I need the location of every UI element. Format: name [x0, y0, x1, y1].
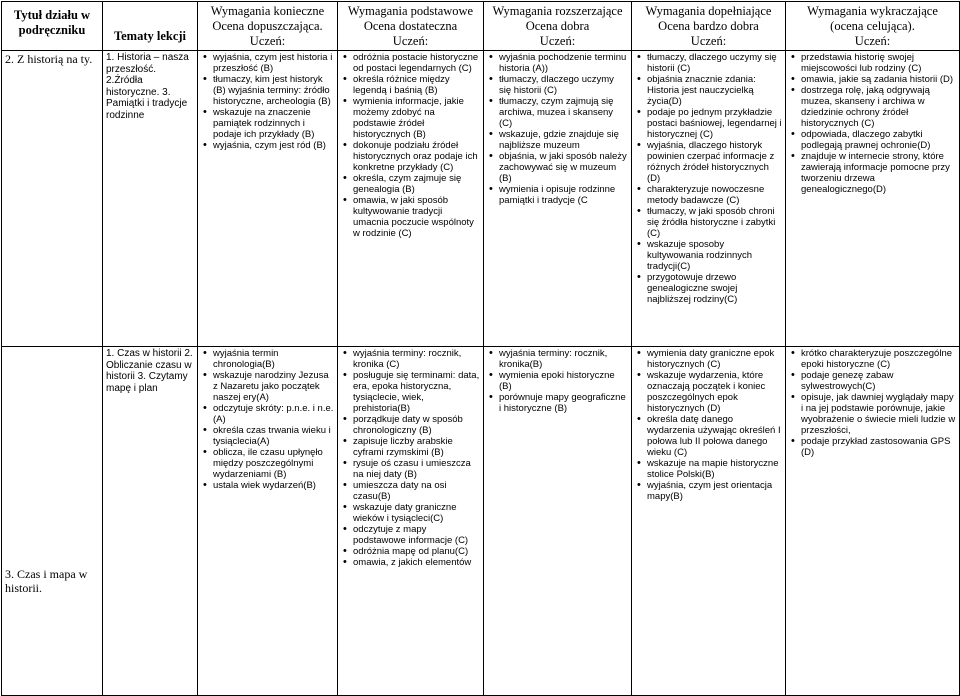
requirement-item: • wymienia i opisuje rodzinne pamiątki i tradycje (C [499, 184, 628, 206]
requirements-konieczne [198, 347, 338, 696]
header-dopelniajace-grade: Ocena bardzo dobra [658, 19, 759, 33]
requirement-item: • podaje genezę zabaw sylwestrowych(C) [801, 370, 956, 392]
requirement-item: • wyjaśnia terminy: rocznik, kronika(B) [499, 348, 628, 370]
requirement-item: • podaje przykład zastosowania GPS (D) [801, 436, 956, 458]
requirement-item: • objaśnia znacznie zdania: Historia jest nauczycielką życia(D) [647, 74, 782, 107]
header-rozszerzajace [484, 2, 632, 51]
header-wykraczajace-student: Uczeń: [854, 34, 891, 48]
requirement-item: • wskazuje sposoby kultywowania rodzinnych tradycji(C) [647, 239, 782, 272]
requirement-item: • określa datę danego wydarzenia używając określeń I połowa lub II połowa danego wieku (C) [647, 414, 782, 458]
header-konieczne [198, 2, 338, 51]
requirement-item: • przygotowuje drzewo genealogiczne swojej najbliższej rodziny(C) [647, 272, 782, 305]
requirements-konieczne [198, 51, 338, 347]
requirement-item: • wskazuje narodziny Jezusa z Nazaretu jako początek naszej ery(A) [213, 370, 334, 403]
requirement-item: • wskazuje na mapie historyczne stolice Polski(B) [647, 458, 782, 480]
requirement-item: • odpowiada, dlaczego zabytki podlegają prawnej ochronie(D) [801, 129, 956, 151]
header-wykraczajace-grade: (ocena celująca). [830, 19, 915, 33]
requirements-dopelniajace [632, 51, 786, 347]
requirement-item: • charakteryzuje nowoczesne metody badawcze (C) [647, 184, 782, 206]
table-row [2, 51, 960, 347]
requirement-item: • określa, czym zajmuje się genealogia (B) [353, 173, 480, 195]
requirement-item: • zapisuje liczby arabskie cyframi rzymskimi (B) [353, 436, 480, 458]
header-podstawowe-title: Wymagania podstawowe [347, 4, 474, 18]
requirement-item: • objaśnia, w jaki sposób należy zachowywać się w muzeum (B) [499, 151, 628, 184]
header-rozszerzajace-title: Wymagania rozszerzające [492, 4, 623, 18]
lesson-topics: 1. Historia – nasza przeszłość. 2.Źródła historyczne. 3. Pamiątki i tradycje rodzinne [103, 51, 198, 347]
header-dopelniajace-student: Uczeń: [690, 34, 727, 48]
requirement-item: • określa czas trwania wieku i tysiąclecia(A) [213, 425, 334, 447]
requirements-rozszerzajace [484, 51, 632, 347]
requirement-list [635, 52, 782, 305]
table-row [2, 347, 960, 696]
requirement-item: • wyjaśnia pochodzenie terminu historia (A)) [499, 52, 628, 74]
requirement-list [487, 52, 628, 206]
requirement-item: • omawia, w jaki sposób kultywowanie tradycji umacnia poczucie wspólnoty w rodzinie (C) [353, 195, 480, 239]
header-wykraczajace-title: Wymagania wykraczające [807, 4, 938, 18]
requirements-podstawowe [338, 51, 484, 347]
requirement-list [789, 52, 956, 195]
requirement-list [201, 348, 334, 491]
requirement-list [487, 348, 628, 414]
requirements-table [1, 1, 960, 696]
requirement-item: • wymienia epoki historyczne (B) [499, 370, 628, 392]
requirement-item: • tłumaczy, dlaczego uczymy się historii (C) [499, 74, 628, 96]
requirement-item: • posługuje się terminami: data, era, epoka historyczna, tysiąclecie, wiek, prehistoria(B) [353, 370, 480, 414]
requirement-item: • dostrzega rolę, jaką odgrywają muzea, skanseny i archiwa w dziedzinie ochrony źródeł historycznych (C) [801, 85, 956, 129]
section-title: 3. Czas i mapa w historii. [2, 347, 103, 696]
requirement-item: • ustala wiek wydarzeń(B) [213, 480, 334, 491]
requirement-list [201, 52, 334, 151]
requirement-item: • odczytuje z mapy podstawowe informacje (C) [353, 524, 480, 546]
header-row [2, 2, 960, 51]
requirements-rozszerzajace [484, 347, 632, 696]
requirement-list [789, 348, 956, 458]
requirement-item: • podaje po jednym przykładzie postaci baśniowej, legendarnej i historycznej (C) [647, 107, 782, 140]
section-title: 2. Z historią na ty. [2, 51, 103, 347]
requirement-item: • tłumaczy, kim jest historyk (B) wyjaśnia terminy: źródło historyczne, archeologia (B) [213, 74, 334, 107]
requirement-item: • wyjaśnia termin chronologia(B) [213, 348, 334, 370]
requirement-item: • porządkuje daty w sposób chronologiczny (B) [353, 414, 480, 436]
header-rozszerzajace-student: Uczeń: [539, 34, 576, 48]
requirement-item: • oblicza, ile czasu upłynęło między poszczególnymi wydarzeniami (B) [213, 447, 334, 480]
requirements-podstawowe [338, 347, 484, 696]
requirement-item: • określa różnice między legendą i baśnią (B) [353, 74, 480, 96]
requirement-item: • porównuje mapy geograficzne i historyczne (B) [499, 392, 628, 414]
requirement-item: • wymienia informacje, jakie możemy zdobyć na podstawie źródeł historycznych (B) [353, 96, 480, 140]
header-podstawowe-grade: Ocena dostateczna [363, 19, 458, 33]
requirement-item: • wskazuje wydarzenia, które oznaczają początek i koniec poszczególnych epok historycznych (D) [647, 370, 782, 414]
header-section-title: Tytuł działu w podręczniku [2, 2, 103, 51]
requirement-item: • opisuje, jak dawniej wyglądały mapy i na jej podstawie porównuje, jakie wyobrażenie o świecie mieli ludzie w przeszłości, [801, 392, 956, 436]
header-konieczne-grade: Ocena dopuszczająca. [212, 19, 323, 33]
requirement-item: • odróżnia mapę od planu(C) [353, 546, 480, 557]
requirement-item: • wskazuje na znaczenie pamiątek rodzinnych i podaje ich przykłady (B) [213, 107, 334, 140]
requirement-item: • wyjaśnia, czym jest orientacja mapy(B) [647, 480, 782, 502]
requirements-wykraczajace [786, 51, 960, 347]
header-wykraczajace [786, 2, 960, 51]
requirement-item: • wyjaśnia terminy: rocznik, kronika (C) [353, 348, 480, 370]
requirement-item: • wymienia daty graniczne epok historycznych (C) [647, 348, 782, 370]
requirement-item: • wyjaśnia, czym jest ród (B) [213, 140, 334, 151]
requirement-item: • odróżnia postacie historyczne od postaci legendarnych (C) [353, 52, 480, 74]
header-konieczne-student: Uczeń: [249, 34, 286, 48]
requirement-item: • omawia, z jakich elementów [353, 557, 480, 568]
header-konieczne-title: Wymagania konieczne [210, 4, 325, 18]
requirement-list [635, 348, 782, 502]
requirement-item: • wyjaśnia, czym jest historia i przeszłość (B) [213, 52, 334, 74]
requirement-item: • rysuje oś czasu i umieszcza na niej daty (B) [353, 458, 480, 480]
header-rozszerzajace-grade: Ocena dobra [525, 19, 590, 33]
header-podstawowe-student: Uczeń: [392, 34, 429, 48]
requirement-list [341, 52, 480, 239]
requirement-item: • omawia, jakie są zadania historii (D) [801, 74, 956, 85]
requirement-item: • tłumaczy, w jaki sposób chroni się źródła historyczne i zabytki (C) [647, 206, 782, 239]
requirements-dopelniajace [632, 347, 786, 696]
header-topics: Tematy lekcji [103, 2, 198, 51]
requirement-item: • odczytuje skróty: p.n.e. i n.e.(A) [213, 403, 334, 425]
requirement-item: • wskazuje daty graniczne wieków i tysiącleci(C) [353, 502, 480, 524]
requirement-item: • przedstawia historię swojej miejscowości lub rodziny (C) [801, 52, 956, 74]
header-dopelniajace-title: Wymagania dopełniające [645, 4, 772, 18]
requirement-item: • wskazuje, gdzie znajduje się najbliższe muzeum [499, 129, 628, 151]
requirement-item: • umieszcza daty na osi czasu(B) [353, 480, 480, 502]
requirement-item: • dokonuje podziału źródeł historycznych oraz podaje ich konkretne przykłady (C) [353, 140, 480, 173]
requirement-item: • tłumaczy, dlaczego uczymy się historii (C) [647, 52, 782, 74]
requirement-item: • krótko charakteryzuje poszczególne epoki historyczne (C) [801, 348, 956, 370]
requirement-item: • wyjaśnia, dlaczego historyk powinien czerpać informacje z różnych źródeł historycznych (D) [647, 140, 782, 184]
requirements-wykraczajace [786, 347, 960, 696]
header-dopelniajace [632, 2, 786, 51]
lesson-topics: 1. Czas w historii 2. Obliczanie czasu w historii 3. Czytamy mapę i plan [103, 347, 198, 696]
requirement-item: • znajduje w internecie strony, które zawierają informacje pomocne przy tworzeniu drzewa genealogicznego(D) [801, 151, 956, 195]
requirement-list [341, 348, 480, 568]
requirement-item: • tłumaczy, czym zajmują się archiwa, muzea i skanseny (C) [499, 96, 628, 129]
header-podstawowe [338, 2, 484, 51]
